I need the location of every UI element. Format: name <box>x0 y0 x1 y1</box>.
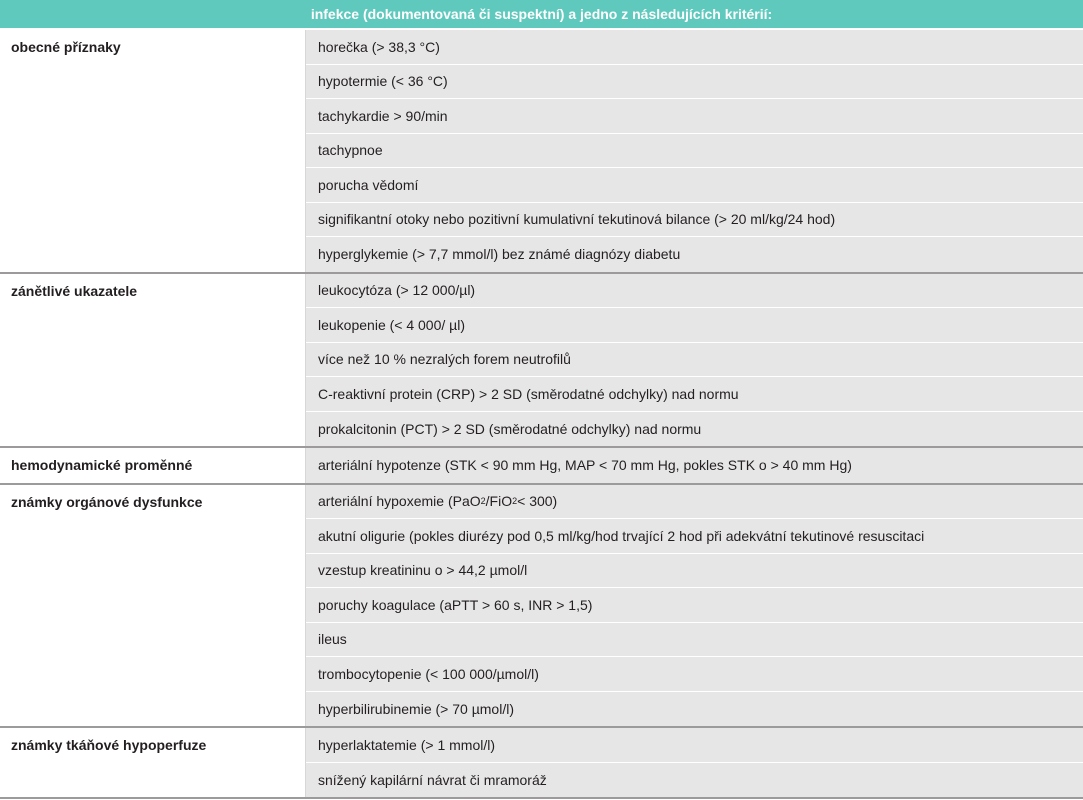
criteria-group <box>0 446 1083 483</box>
criterion-row: více než 10 % nezralých forem neutrofilů <box>306 343 1083 378</box>
criteria-group <box>0 726 1083 797</box>
criterion-row: signifikantní otoky nebo pozitivní kumulativní tekutinová bilance (> 20 ml/kg/24 hod) <box>306 203 1083 238</box>
criterion-row: horečka (> 38,3 °C) <box>306 30 1083 65</box>
criterion-row: hyperlaktatemie (> 1 mmol/l) <box>306 728 1083 763</box>
criterion-row: arteriální hypotenze (STK < 90 mm Hg, MAP < 70 mm Hg, pokles STK o > 40 mm Hg) <box>306 448 1083 483</box>
criterion-row: ileus <box>306 623 1083 658</box>
criterion-row: poruchy koagulace (aPTT > 60 s, INR > 1,5) <box>306 588 1083 623</box>
criterion-row: leukocytóza (> 12 000/µl) <box>306 274 1083 309</box>
criteria-group <box>0 483 1083 727</box>
criteria-group <box>0 30 1083 272</box>
criterion-row: vzestup kreatininu o > 44,2 µmol/l <box>306 554 1083 589</box>
criterion-row: trombocytopenie (< 100 000/µmol/l) <box>306 657 1083 692</box>
criteria-group <box>0 272 1083 447</box>
criterion-row: snížený kapilární návrat či mramoráž <box>306 763 1083 798</box>
category-label: hemodynamické proměnné <box>0 448 305 483</box>
criteria-list <box>305 448 1083 483</box>
table-body <box>0 30 1083 797</box>
criterion-row: prokalcitonin (PCT) > 2 SD (směrodatné odchylky) nad normu <box>306 412 1083 447</box>
criterion-row: C-reaktivní protein (CRP) > 2 SD (směrodatné odchylky) nad normu <box>306 377 1083 412</box>
criterion-row: hyperglykemie (> 7,7 mmol/l) bez známé diagnózy diabetu <box>306 237 1083 272</box>
category-label: obecné příznaky <box>0 30 305 272</box>
table-bottom-border <box>0 797 1083 799</box>
category-label: zánětlivé ukazatele <box>0 274 305 447</box>
criteria-list <box>305 274 1083 447</box>
criterion-row: tachykardie > 90/min <box>306 99 1083 134</box>
criterion-row: hypotermie (< 36 °C) <box>306 65 1083 100</box>
criteria-list <box>305 728 1083 797</box>
criteria-list <box>305 30 1083 272</box>
criterion-row: hyperbilirubinemie (> 70 µmol/l) <box>306 692 1083 727</box>
criterion-row: tachypnoe <box>306 134 1083 169</box>
category-label: známky tkáňové hypoperfuze <box>0 728 305 797</box>
criteria-list <box>305 485 1083 727</box>
category-label: známky orgánové dysfunkce <box>0 485 305 727</box>
criterion-row: arteriální hypoxemie (PaO 2 /FiO 2 < 300) <box>306 485 1083 520</box>
criterion-row: leukopenie (< 4 000/ µl) <box>306 308 1083 343</box>
criterion-row: akutní oligurie (pokles diurézy pod 0,5 ml/kg/hod trvající 2 hod při adekvátní tekutinové resuscitaci <box>306 519 1083 554</box>
criterion-row: porucha vědomí <box>306 168 1083 203</box>
table-header: infekce (dokumentovaná či suspektní) a jedno z následujících kritérií: <box>0 0 1083 30</box>
